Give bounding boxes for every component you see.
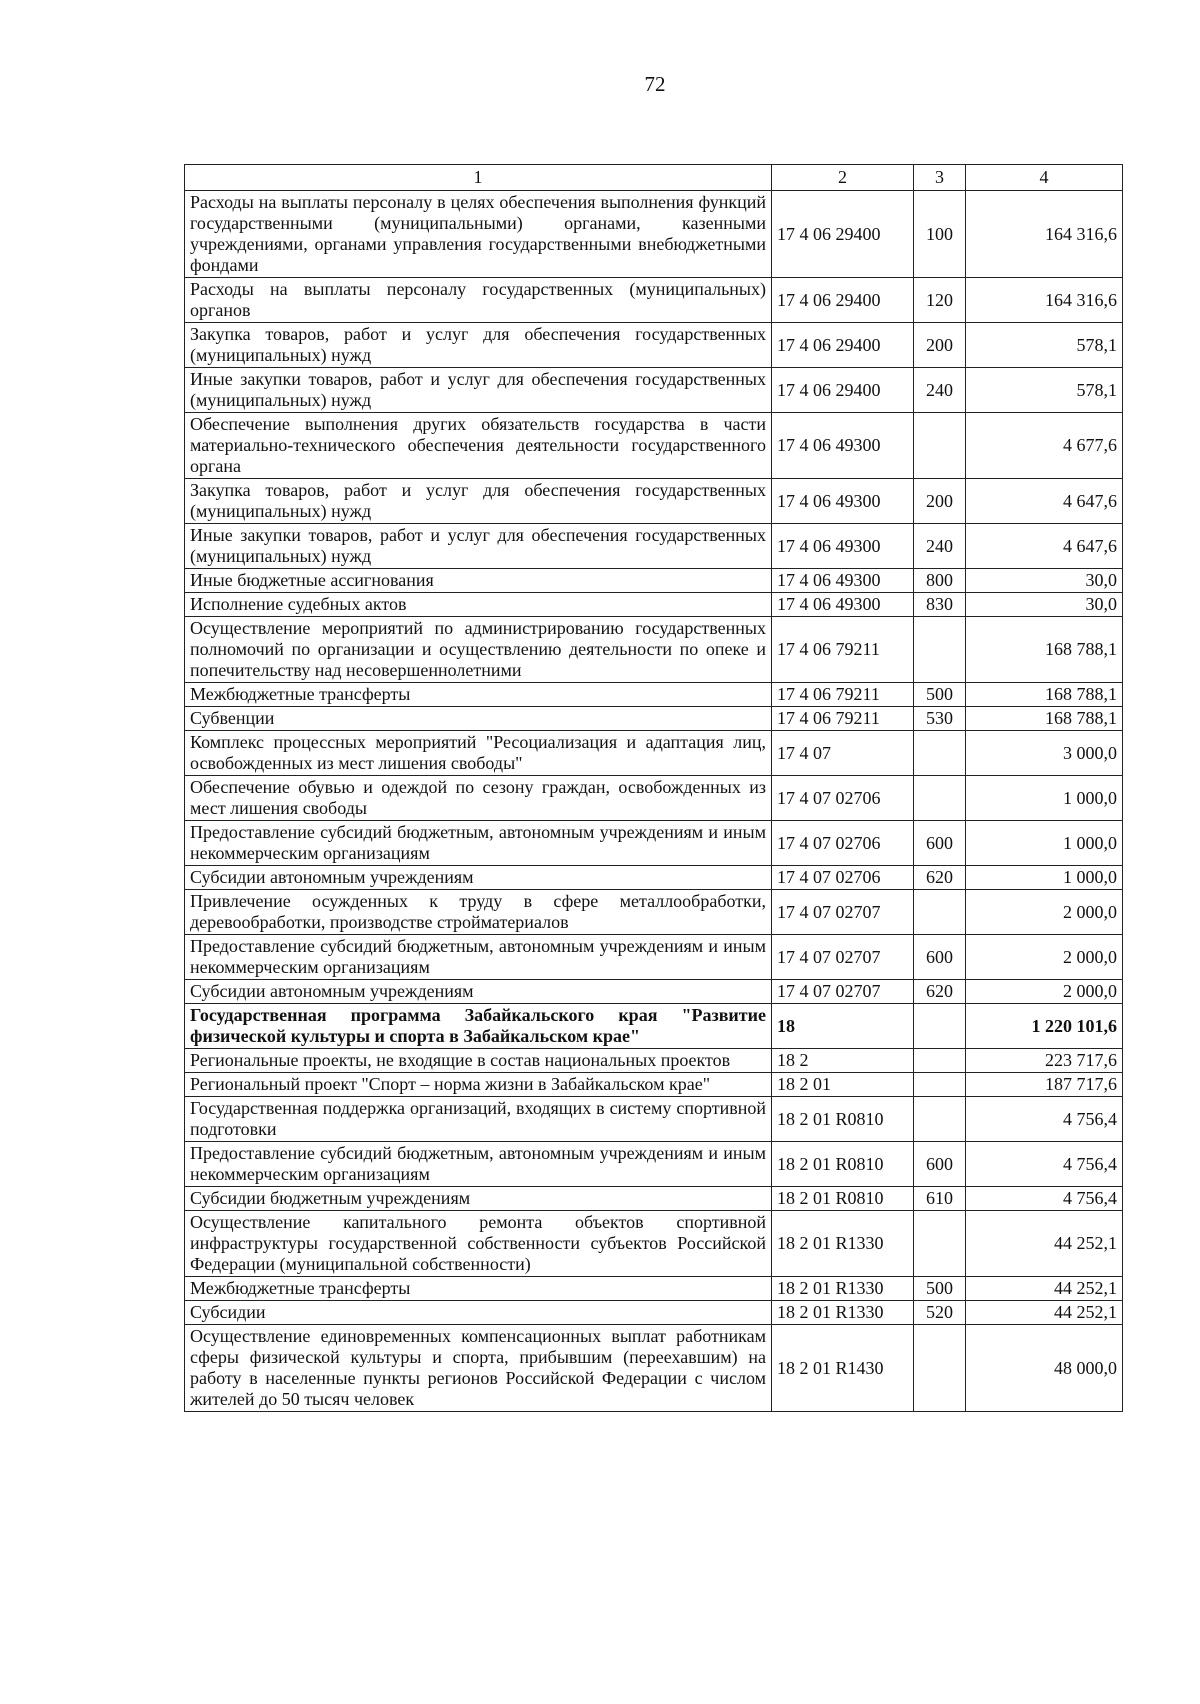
table-row: [185, 278, 1123, 323]
row-name-cell: Осуществление мероприятий по администрированию государственных полномочий по организации и осуществлению деятельности по опеке и попечительству над несовершеннолетними: [185, 617, 772, 683]
table-row: [185, 731, 1123, 776]
table-row: [185, 368, 1123, 413]
row-type-cell: [914, 1211, 966, 1277]
column-header-amount: 4: [966, 165, 1123, 191]
row-code-cell: 17 4 07 02706: [772, 866, 914, 890]
row-amount-cell: 4 756,4: [966, 1097, 1123, 1142]
row-amount-cell: 1 000,0: [966, 866, 1123, 890]
row-name-cell: Предоставление субсидий бюджетным, автономным учреждениям и иным некоммерческим организациям: [185, 821, 772, 866]
row-amount-cell: 578,1: [966, 323, 1123, 368]
row-type-cell: 240: [914, 368, 966, 413]
column-header-type: 3: [914, 165, 966, 191]
row-name-cell: Региональный проект "Спорт – норма жизни в Забайкальском крае": [185, 1073, 772, 1097]
row-code-cell: 18 2 01 R1430: [772, 1325, 914, 1412]
row-code-cell: 17 4 07 02706: [772, 821, 914, 866]
row-name-cell: Региональные проекты, не входящие в состав национальных проектов: [185, 1049, 772, 1073]
row-type-cell: [914, 1073, 966, 1097]
row-amount-cell: 223 717,6: [966, 1049, 1123, 1073]
row-code-cell: 18 2 01 R0810: [772, 1187, 914, 1211]
row-code-cell: 17 4 06 49300: [772, 593, 914, 617]
row-amount-cell: 4 647,6: [966, 479, 1123, 524]
row-name-cell: Расходы на выплаты персоналу в целях обеспечения выполнения функций государственными (муниципальными) органами, казенными учреждениями, органами управления государственными внебюджетными фондами: [185, 191, 772, 278]
row-type-cell: 530: [914, 707, 966, 731]
row-amount-cell: 168 788,1: [966, 683, 1123, 707]
table-row: [185, 323, 1123, 368]
row-amount-cell: 48 000,0: [966, 1325, 1123, 1412]
row-code-cell: 17 4 07 02706: [772, 776, 914, 821]
row-type-cell: [914, 1004, 966, 1049]
row-code-cell: 17 4 06 29400: [772, 368, 914, 413]
row-type-cell: [914, 1049, 966, 1073]
row-type-cell: [914, 731, 966, 776]
table-row: [185, 569, 1123, 593]
row-code-cell: 17 4 06 49300: [772, 524, 914, 569]
row-amount-cell: 168 788,1: [966, 707, 1123, 731]
row-type-cell: 800: [914, 569, 966, 593]
row-code-cell: 17 4 06 49300: [772, 569, 914, 593]
row-name-cell: Иные бюджетные ассигнования: [185, 569, 772, 593]
table-row: [185, 821, 1123, 866]
row-code-cell: 18 2 01 R1330: [772, 1211, 914, 1277]
row-code-cell: 18 2 01 R0810: [772, 1097, 914, 1142]
table-row: [185, 1049, 1123, 1073]
table-row: [185, 617, 1123, 683]
row-amount-cell: 30,0: [966, 569, 1123, 593]
table-row: [185, 683, 1123, 707]
row-name-cell: Закупка товаров, работ и услуг для обеспечения государственных (муниципальных) нужд: [185, 479, 772, 524]
row-type-cell: 200: [914, 479, 966, 524]
row-amount-cell: 44 252,1: [966, 1211, 1123, 1277]
row-name-cell: Субсидии автономным учреждениям: [185, 866, 772, 890]
row-type-cell: 610: [914, 1187, 966, 1211]
row-amount-cell: 164 316,6: [966, 191, 1123, 278]
row-amount-cell: 1 000,0: [966, 821, 1123, 866]
row-amount-cell: 1 000,0: [966, 776, 1123, 821]
row-amount-cell: 2 000,0: [966, 935, 1123, 980]
row-type-cell: 500: [914, 1277, 966, 1301]
row-type-cell: 620: [914, 866, 966, 890]
table-body: [185, 191, 1123, 1412]
table-row: [185, 1073, 1123, 1097]
table-row: [185, 191, 1123, 278]
table-row: [185, 935, 1123, 980]
row-amount-cell: 2 000,0: [966, 890, 1123, 935]
row-code-cell: 17 4 07 02707: [772, 980, 914, 1004]
table-row: [185, 707, 1123, 731]
row-name-cell: Привлечение осужденных к труду в сфере металлообработки, деревообработки, производстве стройматериалов: [185, 890, 772, 935]
row-amount-cell: 187 717,6: [966, 1073, 1123, 1097]
table-row: [185, 1097, 1123, 1142]
row-code-cell: 17 4 06 49300: [772, 479, 914, 524]
row-name-cell: Субсидии бюджетным учреждениям: [185, 1187, 772, 1211]
row-name-cell: Межбюджетные трансферты: [185, 683, 772, 707]
row-amount-cell: 44 252,1: [966, 1277, 1123, 1301]
row-amount-cell: 2 000,0: [966, 980, 1123, 1004]
table-row: [185, 1004, 1123, 1049]
row-name-cell: Государственная поддержка организаций, входящих в систему спортивной подготовки: [185, 1097, 772, 1142]
row-code-cell: 18 2: [772, 1049, 914, 1073]
row-amount-cell: 4 756,4: [966, 1142, 1123, 1187]
budget-table: [184, 164, 1123, 1412]
row-code-cell: 17 4 06 29400: [772, 323, 914, 368]
page-number: 72: [644, 72, 666, 96]
row-type-cell: [914, 617, 966, 683]
table-row: [185, 413, 1123, 479]
row-amount-cell: 30,0: [966, 593, 1123, 617]
row-code-cell: 18: [772, 1004, 914, 1049]
row-type-cell: 520: [914, 1301, 966, 1325]
row-name-cell: Обеспечение обувью и одеждой по сезону граждан, освобожденных из мест лишения свободы: [185, 776, 772, 821]
row-code-cell: 17 4 06 79211: [772, 617, 914, 683]
row-name-cell: Закупка товаров, работ и услуг для обеспечения государственных (муниципальных) нужд: [185, 323, 772, 368]
row-code-cell: 18 2 01 R1330: [772, 1277, 914, 1301]
table-row: [185, 1325, 1123, 1412]
row-name-cell: Иные закупки товаров, работ и услуг для обеспечения государственных (муниципальных) нужд: [185, 524, 772, 569]
row-name-cell: Осуществление единовременных компенсационных выплат работникам сферы физической культуры и спорта, прибывшим (переехавшим) на работу в населенные пункты регионов Российской Федерации с числом жителей до 50 тысяч человек: [185, 1325, 772, 1412]
table-row: [185, 1142, 1123, 1187]
row-name-cell: Иные закупки товаров, работ и услуг для обеспечения государственных (муниципальных) нужд: [185, 368, 772, 413]
row-name-cell: Предоставление субсидий бюджетным, автономным учреждениям и иным некоммерческим организациям: [185, 935, 772, 980]
row-code-cell: 18 2 01: [772, 1073, 914, 1097]
row-amount-cell: 164 316,6: [966, 278, 1123, 323]
table-row: [185, 1211, 1123, 1277]
row-code-cell: 18 2 01 R0810: [772, 1142, 914, 1187]
table-row: [185, 980, 1123, 1004]
row-amount-cell: 4 756,4: [966, 1187, 1123, 1211]
row-type-cell: 620: [914, 980, 966, 1004]
row-name-cell: Осуществление капитального ремонта объектов спортивной инфраструктуры государственной собственности субъектов Российской Федерации (муниципальной собственности): [185, 1211, 772, 1277]
row-code-cell: 17 4 06 29400: [772, 191, 914, 278]
row-code-cell: 17 4 06 29400: [772, 278, 914, 323]
row-name-cell: Государственная программа Забайкальского края "Развитие физической культуры и спорта в Забайкальском крае": [185, 1004, 772, 1049]
row-amount-cell: 1 220 101,6: [966, 1004, 1123, 1049]
row-name-cell: Комплекс процессных мероприятий "Ресоциализация и адаптация лиц, освобожденных из мест лишения свободы": [185, 731, 772, 776]
row-type-cell: 600: [914, 821, 966, 866]
row-amount-cell: 4 677,6: [966, 413, 1123, 479]
row-code-cell: 17 4 06 79211: [772, 707, 914, 731]
row-type-cell: [914, 413, 966, 479]
table-row: [185, 1277, 1123, 1301]
row-code-cell: 17 4 06 79211: [772, 683, 914, 707]
row-type-cell: [914, 776, 966, 821]
table-header-row: [185, 165, 1123, 191]
row-code-cell: 17 4 07 02707: [772, 890, 914, 935]
row-code-cell: 17 4 07 02707: [772, 935, 914, 980]
row-name-cell: Субвенции: [185, 707, 772, 731]
column-header-code: 2: [772, 165, 914, 191]
table-row: [185, 479, 1123, 524]
row-name-cell: Обеспечение выполнения других обязательств государства в части материально-технического обеспечения деятельности государственного органа: [185, 413, 772, 479]
table-row: [185, 1301, 1123, 1325]
row-name-cell: Субсидии: [185, 1301, 772, 1325]
row-type-cell: [914, 1097, 966, 1142]
row-name-cell: Исполнение судебных актов: [185, 593, 772, 617]
row-name-cell: Межбюджетные трансферты: [185, 1277, 772, 1301]
table-row: [185, 866, 1123, 890]
row-type-cell: 240: [914, 524, 966, 569]
column-header-name: 1: [185, 165, 772, 191]
row-type-cell: 500: [914, 683, 966, 707]
row-type-cell: 200: [914, 323, 966, 368]
table-row: [185, 593, 1123, 617]
row-type-cell: 120: [914, 278, 966, 323]
row-code-cell: 17 4 07: [772, 731, 914, 776]
table-row: [185, 524, 1123, 569]
row-amount-cell: 3 000,0: [966, 731, 1123, 776]
row-amount-cell: 44 252,1: [966, 1301, 1123, 1325]
row-type-cell: 830: [914, 593, 966, 617]
row-type-cell: 100: [914, 191, 966, 278]
table-row: [185, 890, 1123, 935]
row-name-cell: Субсидии автономным учреждениям: [185, 980, 772, 1004]
row-amount-cell: 578,1: [966, 368, 1123, 413]
row-code-cell: 17 4 06 49300: [772, 413, 914, 479]
row-type-cell: [914, 1325, 966, 1412]
row-code-cell: 18 2 01 R1330: [772, 1301, 914, 1325]
row-type-cell: [914, 890, 966, 935]
row-amount-cell: 4 647,6: [966, 524, 1123, 569]
table-row: [185, 1187, 1123, 1211]
row-type-cell: 600: [914, 935, 966, 980]
row-name-cell: Расходы на выплаты персоналу государственных (муниципальных) органов: [185, 278, 772, 323]
row-name-cell: Предоставление субсидий бюджетным, автономным учреждениям и иным некоммерческим организациям: [185, 1142, 772, 1187]
row-amount-cell: 168 788,1: [966, 617, 1123, 683]
row-type-cell: 600: [914, 1142, 966, 1187]
table-row: [185, 776, 1123, 821]
